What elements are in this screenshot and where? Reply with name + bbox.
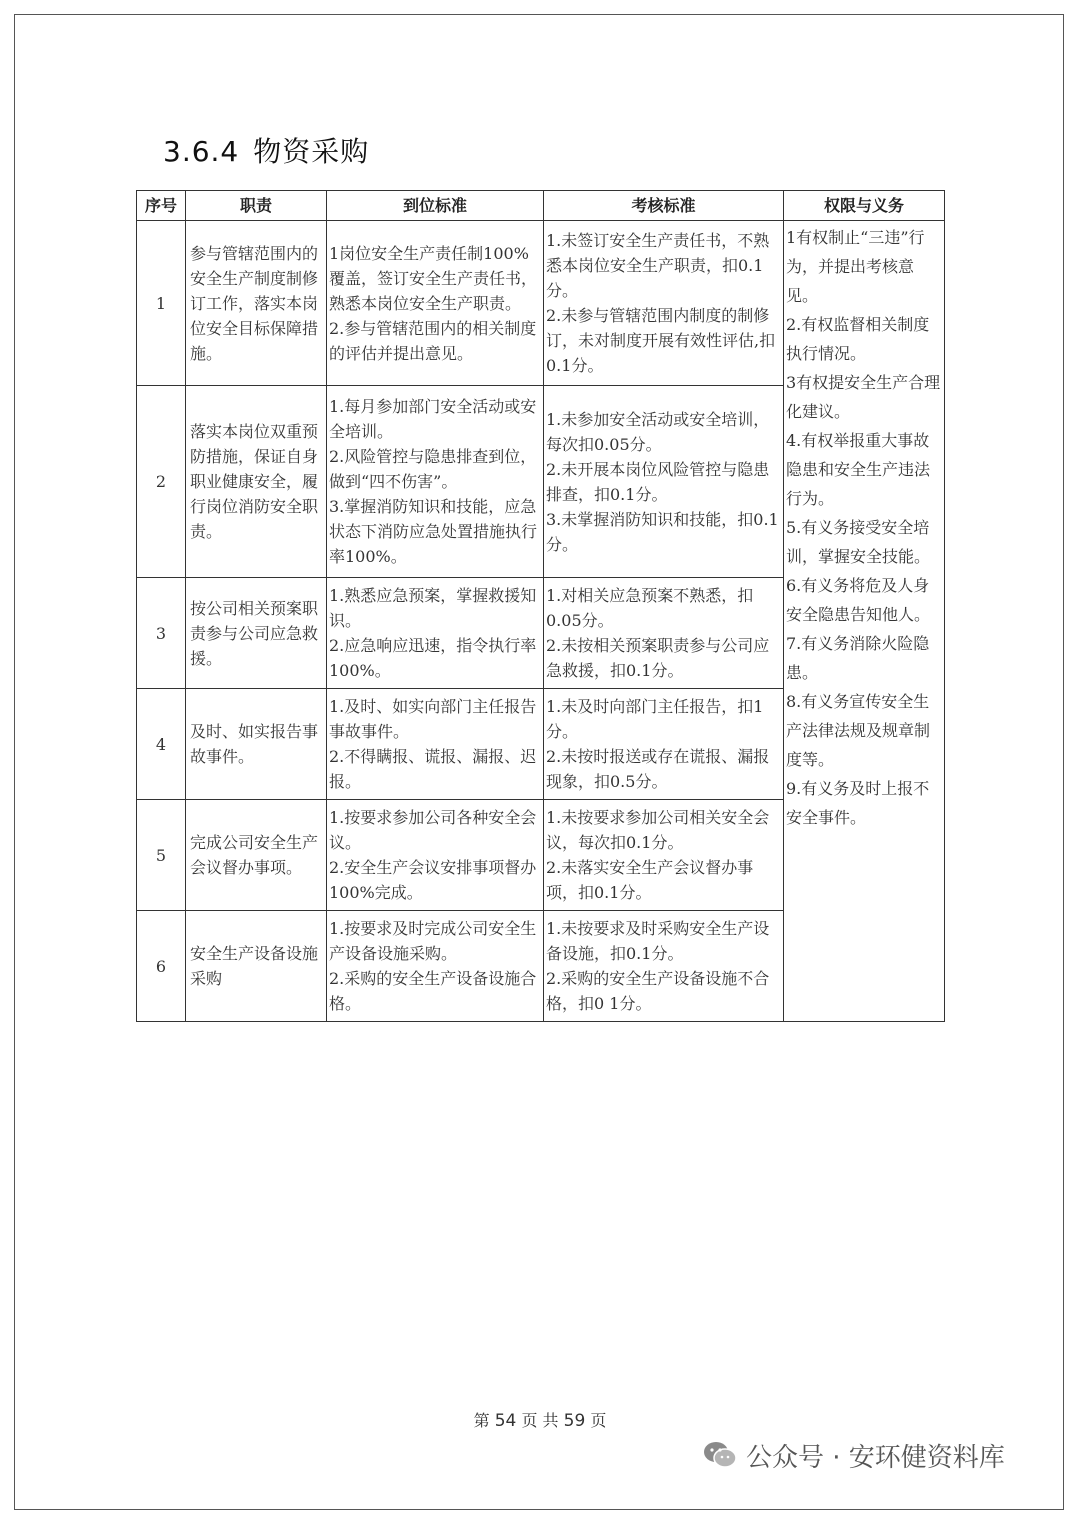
row-duty: 参与管辖范围内的安全生产制度制修订工作，落实本岗位安全目标保障措施。 bbox=[186, 221, 327, 386]
assessment-item: 2.未落实安全生产会议督办事项，扣0.1分。 bbox=[546, 858, 754, 902]
row-standard bbox=[327, 689, 544, 800]
assessment-item: 1.未按要求及时采购安全生产设备设施，扣0.1分。 bbox=[546, 919, 770, 963]
standard-item: 2.采购的安全生产设备设施合格。 bbox=[329, 969, 537, 1013]
header-authority: 权限与义务 bbox=[784, 191, 945, 221]
assessment-item: 2.未按时报送或存在谎报、漏报现象，扣0.5分。 bbox=[546, 747, 770, 791]
watermark bbox=[702, 1435, 1005, 1475]
standard-item: 1.按要求参加公司各种安全会议。 bbox=[329, 808, 537, 852]
table-row bbox=[137, 221, 945, 386]
row-assessment bbox=[544, 386, 784, 578]
assessment-item: 2.未开展本岗位风险管控与隐患排查，扣0.1分。 bbox=[546, 459, 770, 504]
standard-item: 2.安全生产会议安排事项督办100%完成。 bbox=[329, 858, 537, 902]
header-seq: 序号 bbox=[137, 191, 186, 221]
row-seq: 6 bbox=[137, 911, 186, 1022]
row-standard bbox=[327, 911, 544, 1022]
section-title: 物资采购 bbox=[253, 135, 370, 168]
row-duty: 按公司相关预案职责参与公司应急救援。 bbox=[186, 578, 327, 689]
standard-item: 2.不得瞒报、谎报、漏报、迟报。 bbox=[329, 747, 537, 791]
assessment-item: 2.未按相关预案职责参与公司应急救援，扣0.1分。 bbox=[546, 636, 770, 680]
assessment-item: 2.未参与管辖范围内制度的制修订，未对制度开展有效性评估,扣0.1分。 bbox=[546, 306, 776, 375]
standard-item: 1.及时、如实向部门主任报告事故事件。 bbox=[329, 697, 537, 741]
standard-item: 1.熟悉应急预案，掌握救援知识。 bbox=[329, 586, 537, 630]
assessment-item: 1.对相关应急预案不熟悉，扣0.05分。 bbox=[546, 586, 754, 630]
row-duty: 落实本岗位双重预防措施，保证自身职业健康安全，履行岗位消防安全职责。 bbox=[186, 386, 327, 578]
row-assessment bbox=[544, 689, 784, 800]
footer-suffix: 页 bbox=[590, 1411, 607, 1430]
assessment-item: 1.未按要求参加公司相关安全会议，每次扣0.1分。 bbox=[546, 808, 770, 852]
row-standard bbox=[327, 800, 544, 911]
row-assessment bbox=[544, 800, 784, 911]
row-seq: 4 bbox=[137, 689, 186, 800]
authority-item: 2.有权监督相关制度执行情况。 bbox=[786, 315, 930, 363]
section-number: 3.6.4 bbox=[163, 135, 240, 168]
authority-item: 1有权制止“三违”行为，并提出考核意见。 bbox=[786, 228, 925, 305]
row-seq: 1 bbox=[137, 221, 186, 386]
authority-item: 7.有义务消除火险隐患。 bbox=[786, 634, 930, 682]
wechat-icon bbox=[702, 1440, 738, 1470]
row-seq: 2 bbox=[137, 386, 186, 578]
row-assessment bbox=[544, 578, 784, 689]
standard-item: 1.按要求及时完成公司安全生产设备设施采购。 bbox=[329, 919, 537, 963]
footer-prefix: 第 bbox=[473, 1411, 490, 1430]
standard-item: 2.风险管控与隐患排查到位，做到“四不伤害”。 bbox=[329, 447, 537, 491]
assessment-item: 1.未及时向部门主任报告，扣1分。 bbox=[546, 697, 764, 741]
header-standard: 到位标准 bbox=[327, 191, 544, 221]
assessment-item: 1.未签订安全生产责任书，不熟悉本岗位安全生产职责，扣0.1分。 bbox=[546, 231, 770, 300]
authority-cell bbox=[784, 221, 945, 1022]
row-assessment bbox=[544, 911, 784, 1022]
row-duty: 完成公司安全生产会议督办事项。 bbox=[186, 800, 327, 911]
watermark-text: 公众号 · 安环健资料库 bbox=[746, 1442, 1005, 1473]
row-standard bbox=[327, 221, 544, 386]
assessment-item: 1.未参加安全活动或安全培训，每次扣0.05分。 bbox=[546, 409, 770, 454]
standard-item: 1.每月参加部门安全活动或安全培训。 bbox=[329, 397, 537, 441]
assessment-item: 2.采购的安全生产设备设施不合格，扣0 1分。 bbox=[546, 969, 770, 1013]
row-assessment bbox=[544, 221, 784, 386]
standard-item: 1岗位安全生产责任制100%覆盖，签订安全生产责任书，熟悉本岗位安全生产职责。 bbox=[329, 243, 538, 313]
table-header-row bbox=[137, 191, 945, 221]
authority-item: 3有权提安全生产合理化建议。 bbox=[786, 373, 941, 421]
authority-item: 8.有义务宣传安全生产法律法规及规章制度等。 bbox=[786, 692, 931, 769]
row-duty: 安全生产设备设施采购 bbox=[186, 911, 327, 1022]
row-standard bbox=[327, 386, 544, 578]
footer-middle: 页 共 bbox=[521, 1411, 559, 1430]
row-seq: 3 bbox=[137, 578, 186, 689]
row-seq: 5 bbox=[137, 800, 186, 911]
authority-item: 9.有义务及时上报不安全事件。 bbox=[786, 779, 930, 827]
footer-total-pages: 59 bbox=[563, 1411, 586, 1431]
standard-item: 2.参与管辖范围内的相关制度的评估并提出意见。 bbox=[329, 318, 537, 363]
standard-item: 2.应急响应迅速，指令执行率100%。 bbox=[329, 636, 537, 680]
row-standard bbox=[327, 578, 544, 689]
authority-item: 5.有义务接受安全培训，掌握安全技能。 bbox=[786, 518, 931, 566]
row-duty: 及时、如实报告事故事件。 bbox=[186, 689, 327, 800]
standard-item: 3.掌握消防知识和技能，应急状态下消防应急处置措施执行率100%。 bbox=[329, 497, 538, 566]
duty-table bbox=[136, 190, 945, 1022]
header-assessment: 考核标准 bbox=[544, 191, 784, 221]
footer-page-number: 54 bbox=[494, 1411, 517, 1431]
section-heading bbox=[163, 130, 369, 170]
header-duty: 职责 bbox=[186, 191, 327, 221]
page-footer bbox=[0, 1408, 1080, 1431]
assessment-item: 3.未掌握消防知识和技能，扣0.1分。 bbox=[546, 509, 779, 554]
authority-item: 6.有义务将危及人身安全隐患告知他人。 bbox=[786, 576, 931, 624]
authority-item: 4.有权举报重大事故隐患和安全生产违法行为。 bbox=[786, 431, 931, 508]
